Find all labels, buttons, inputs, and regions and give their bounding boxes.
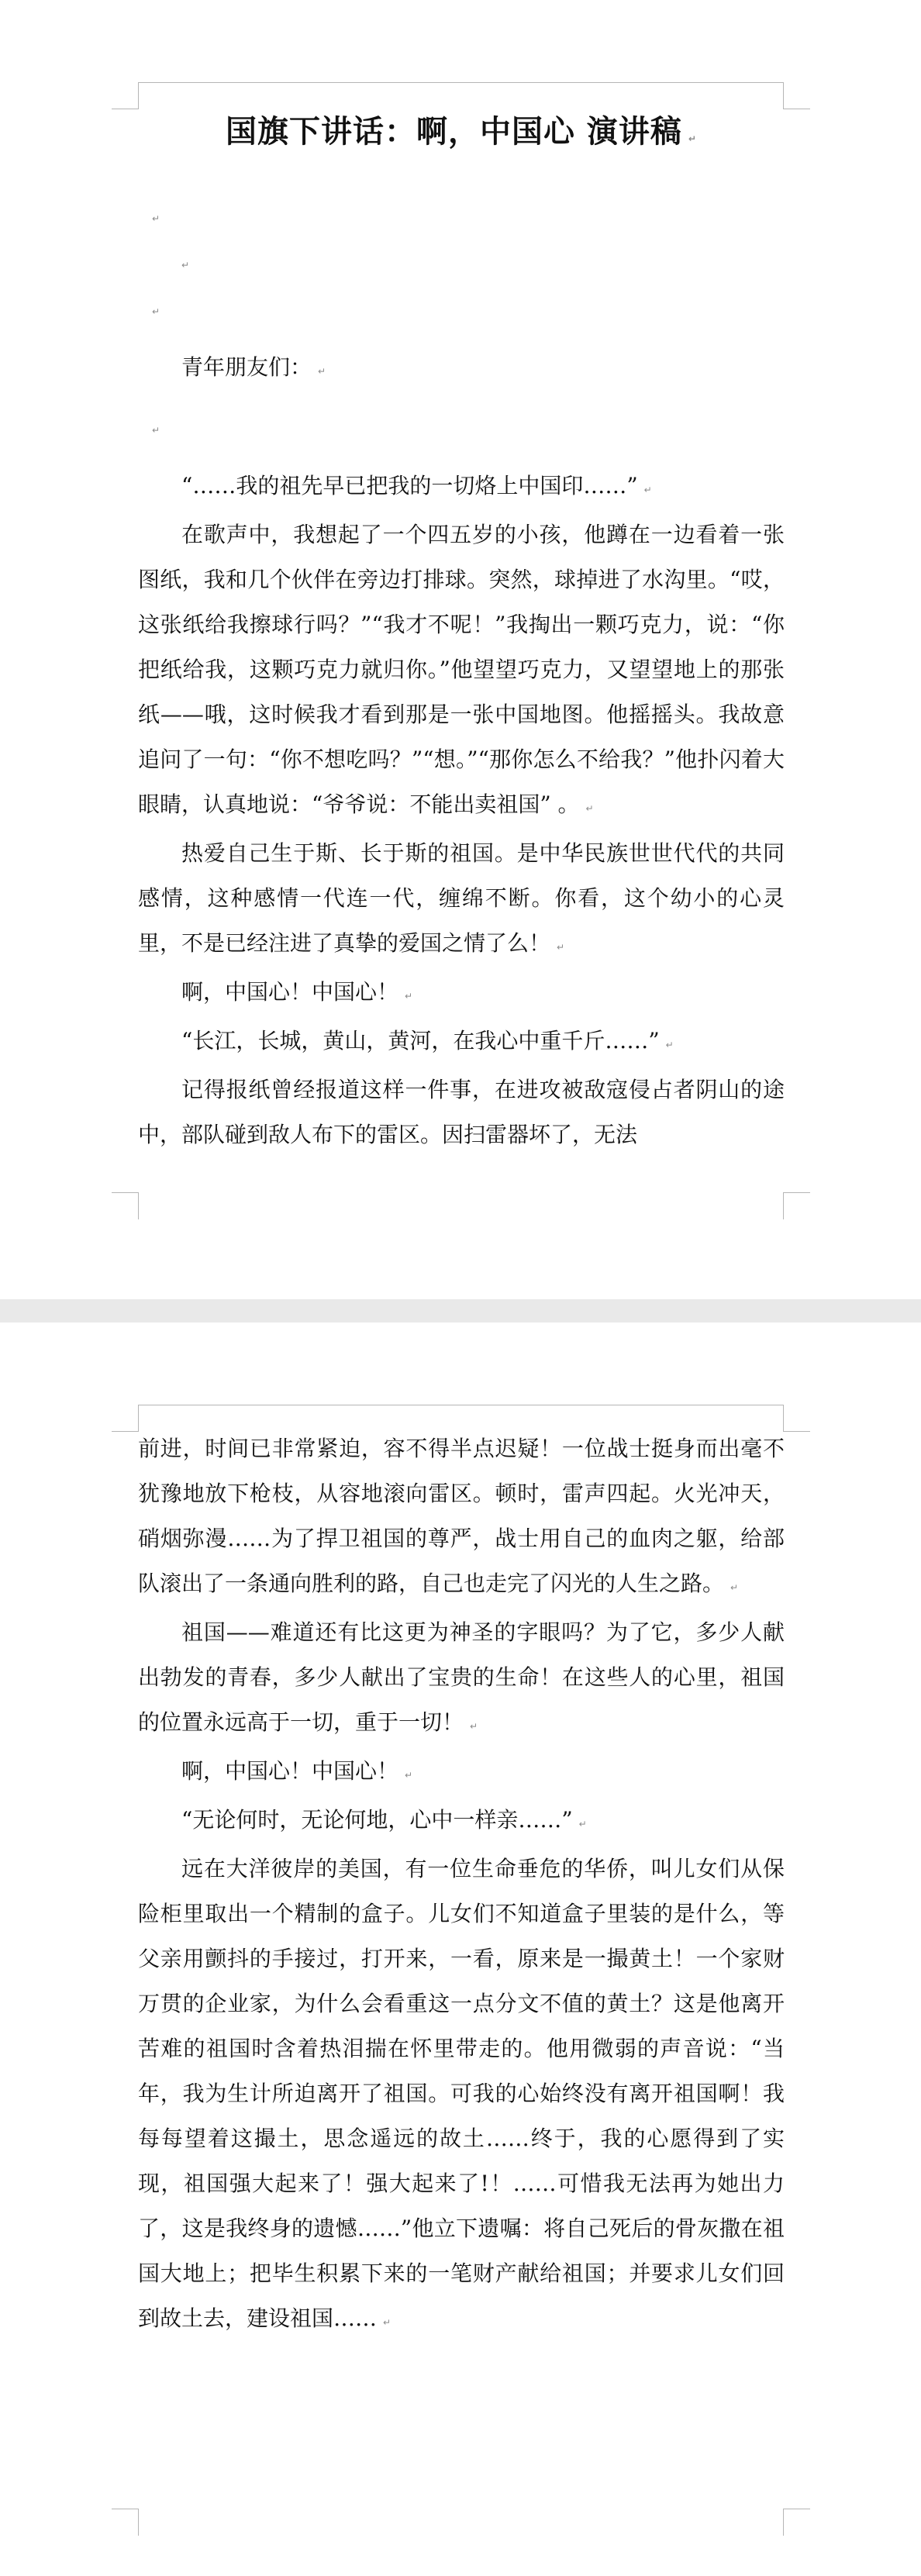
body-paragraph xyxy=(138,970,785,1019)
empty-paragraph xyxy=(138,298,785,345)
body-paragraph xyxy=(138,1610,785,1749)
paragraph-mark-icon: ↵ xyxy=(152,306,160,317)
page-corner-bottom-left xyxy=(112,1192,139,1219)
page-corner-bottom-left xyxy=(112,2509,139,2536)
page-corner-bottom-right xyxy=(783,1192,810,1219)
paragraph-mark-icon: ↵ xyxy=(181,260,190,271)
body-paragraph xyxy=(138,1019,785,1067)
page-corner-top-right xyxy=(783,82,810,109)
empty-paragraph xyxy=(138,252,785,298)
page-2-text-area[interactable] xyxy=(138,1426,785,2345)
paragraph-text: 啊，中国心！中国心！ xyxy=(181,979,399,1005)
paragraph-mark-icon: ↵ xyxy=(405,1770,413,1781)
paragraph-text: 啊，中国心！中国心！ xyxy=(181,1758,399,1784)
paragraph-mark-icon: ↵ xyxy=(318,366,326,377)
page-corner-top-right xyxy=(783,1405,810,1432)
paragraph-mark-icon: ↵ xyxy=(665,1040,674,1050)
paragraph-mark-icon: ↵ xyxy=(383,2317,392,2328)
paragraph-mark-icon: ↵ xyxy=(405,991,413,1002)
paragraph-mark-icon: ↵ xyxy=(152,425,160,436)
paragraph-mark-icon: ↵ xyxy=(730,1582,739,1593)
paragraph-mark-icon: ↵ xyxy=(557,942,565,953)
body-paragraph xyxy=(138,464,785,512)
body-paragraph xyxy=(138,1798,785,1847)
page-corner-top-left xyxy=(112,1405,139,1432)
paragraph-text: 前进，时间已非常紧迫，容不得半点迟疑！一位战士挺身而出毫不犹豫地放下枪枝，从容地滚向雷区。顿时，雷声四起。火光冲天，硝烟弥漫……为了捍卫祖国的尊严，战士用自己的血肉之躯，给部队滚出了一条通向胜利的路，自己也走完了闪光的人生之路。 xyxy=(138,1436,785,1596)
body-paragraph xyxy=(138,1426,785,1610)
paragraph-mark-icon: ↵ xyxy=(578,1819,587,1829)
paragraph-text: 热爱自己生于斯、长于斯的祖国。是中华民族世世代代的共同感情，这种感情一代连一代，缠绵不断。你看，这个幼小的心灵里，不是已经注进了真挚的爱国之情了么！ xyxy=(138,840,785,956)
paragraph-text: 远在大洋彼岸的美国，有一位生命垂危的华侨，叫儿女们从保险柜里取出一个精制的盒子。儿女们不知道盒子里装的是什么，等父亲用颤抖的手接过，打开来，一看，原来是一撮黄土！一个家财万贯的企业家，为什么会看重这一点分文不值的黄土？这是他离开苦难的祖国时含着热泪揣在怀里带走的。他用微弱的声音说：“当年，我为生计所迫离开了祖国。可我的心始终没有离开祖国啊！我每每望着这撮土，思念遥远的故土……终于，我的心愿得到了实现，祖国强大起来了！强大起来了!！……可惜我无法再为她出力了，这是我终身的遗憾……”他立下遗嘱：将自己死后的骨灰撒在祖国大地上；把毕生积累下来的一笔财产献给祖国；并要求儿女们回到故土去，建设祖国…… xyxy=(138,1856,785,2331)
paragraph-mark-icon: ↵ xyxy=(643,485,652,495)
paragraph-mark-icon: ↵ xyxy=(470,1721,478,1732)
body-paragraph xyxy=(138,1749,785,1798)
body-paragraph xyxy=(138,1847,785,2345)
greeting-paragraph xyxy=(138,345,785,394)
body-paragraph xyxy=(138,512,785,831)
empty-paragraph xyxy=(138,205,785,252)
paragraph-mark-icon: ↵ xyxy=(152,213,160,224)
page-corner-bottom-right xyxy=(783,2509,810,2536)
header-line xyxy=(138,82,783,83)
page-1-text-area[interactable] xyxy=(138,109,785,1157)
empty-paragraph xyxy=(138,417,785,464)
body-paragraph xyxy=(138,1067,785,1157)
paragraph-text: “无论何时，无论何地，心中一样亲……” xyxy=(181,1807,573,1833)
page-separator xyxy=(0,1299,921,1322)
greeting-text: 青年朋友们： xyxy=(181,354,312,380)
paragraph-mark-icon: ↵ xyxy=(585,803,594,814)
paragraph-text: 记得报纸曾经报道这样一件事，在进攻被敌寇侵占者阴山的途中，部队碰到敌人布下的雷区。因扫雷器坏了，无法 xyxy=(138,1077,785,1147)
paragraph-text: 祖国——难道还有比这更为神圣的字眼吗？为了它，多少人献出勃发的青春，多少人献出了宝贵的生命！在这些人的心里，祖国的位置永远高于一切，重于一切！ xyxy=(138,1619,785,1735)
paragraph-text: “长江，长城，黄山，黄河，在我心中重千斤……” xyxy=(181,1028,660,1054)
paragraph-mark-icon: ↵ xyxy=(688,133,697,144)
page-corner-top-left xyxy=(112,82,139,109)
paragraph-text: “……我的祖先早已把我的一切烙上中国印……” xyxy=(181,473,638,498)
document-title xyxy=(138,109,785,162)
title-text: 国旗下讲话：啊，中国心 演讲稿 xyxy=(226,114,682,150)
paragraph-text: 在歌声中，我想起了一个四五岁的小孩，他蹲在一边看着一张图纸，我和几个伙伴在旁边打排球。突然，球掉进了水沟里。“哎，这张纸给我擦球行吗？”“我才不呢！”我掏出一颗巧克力，说：“你把纸给我，这颗巧克力就归你。”他望望巧克力，又望望地上的那张纸——哦，这时候我才看到那是一张中国地图。他摇摇头。我故意追问了一句：“你不想吃吗？”“想。”“那你怎么不给我？”他扑闪着大眼睛，认真地说：“爷爷说：不能出卖祖国” 。 xyxy=(138,522,785,817)
body-paragraph xyxy=(138,831,785,970)
